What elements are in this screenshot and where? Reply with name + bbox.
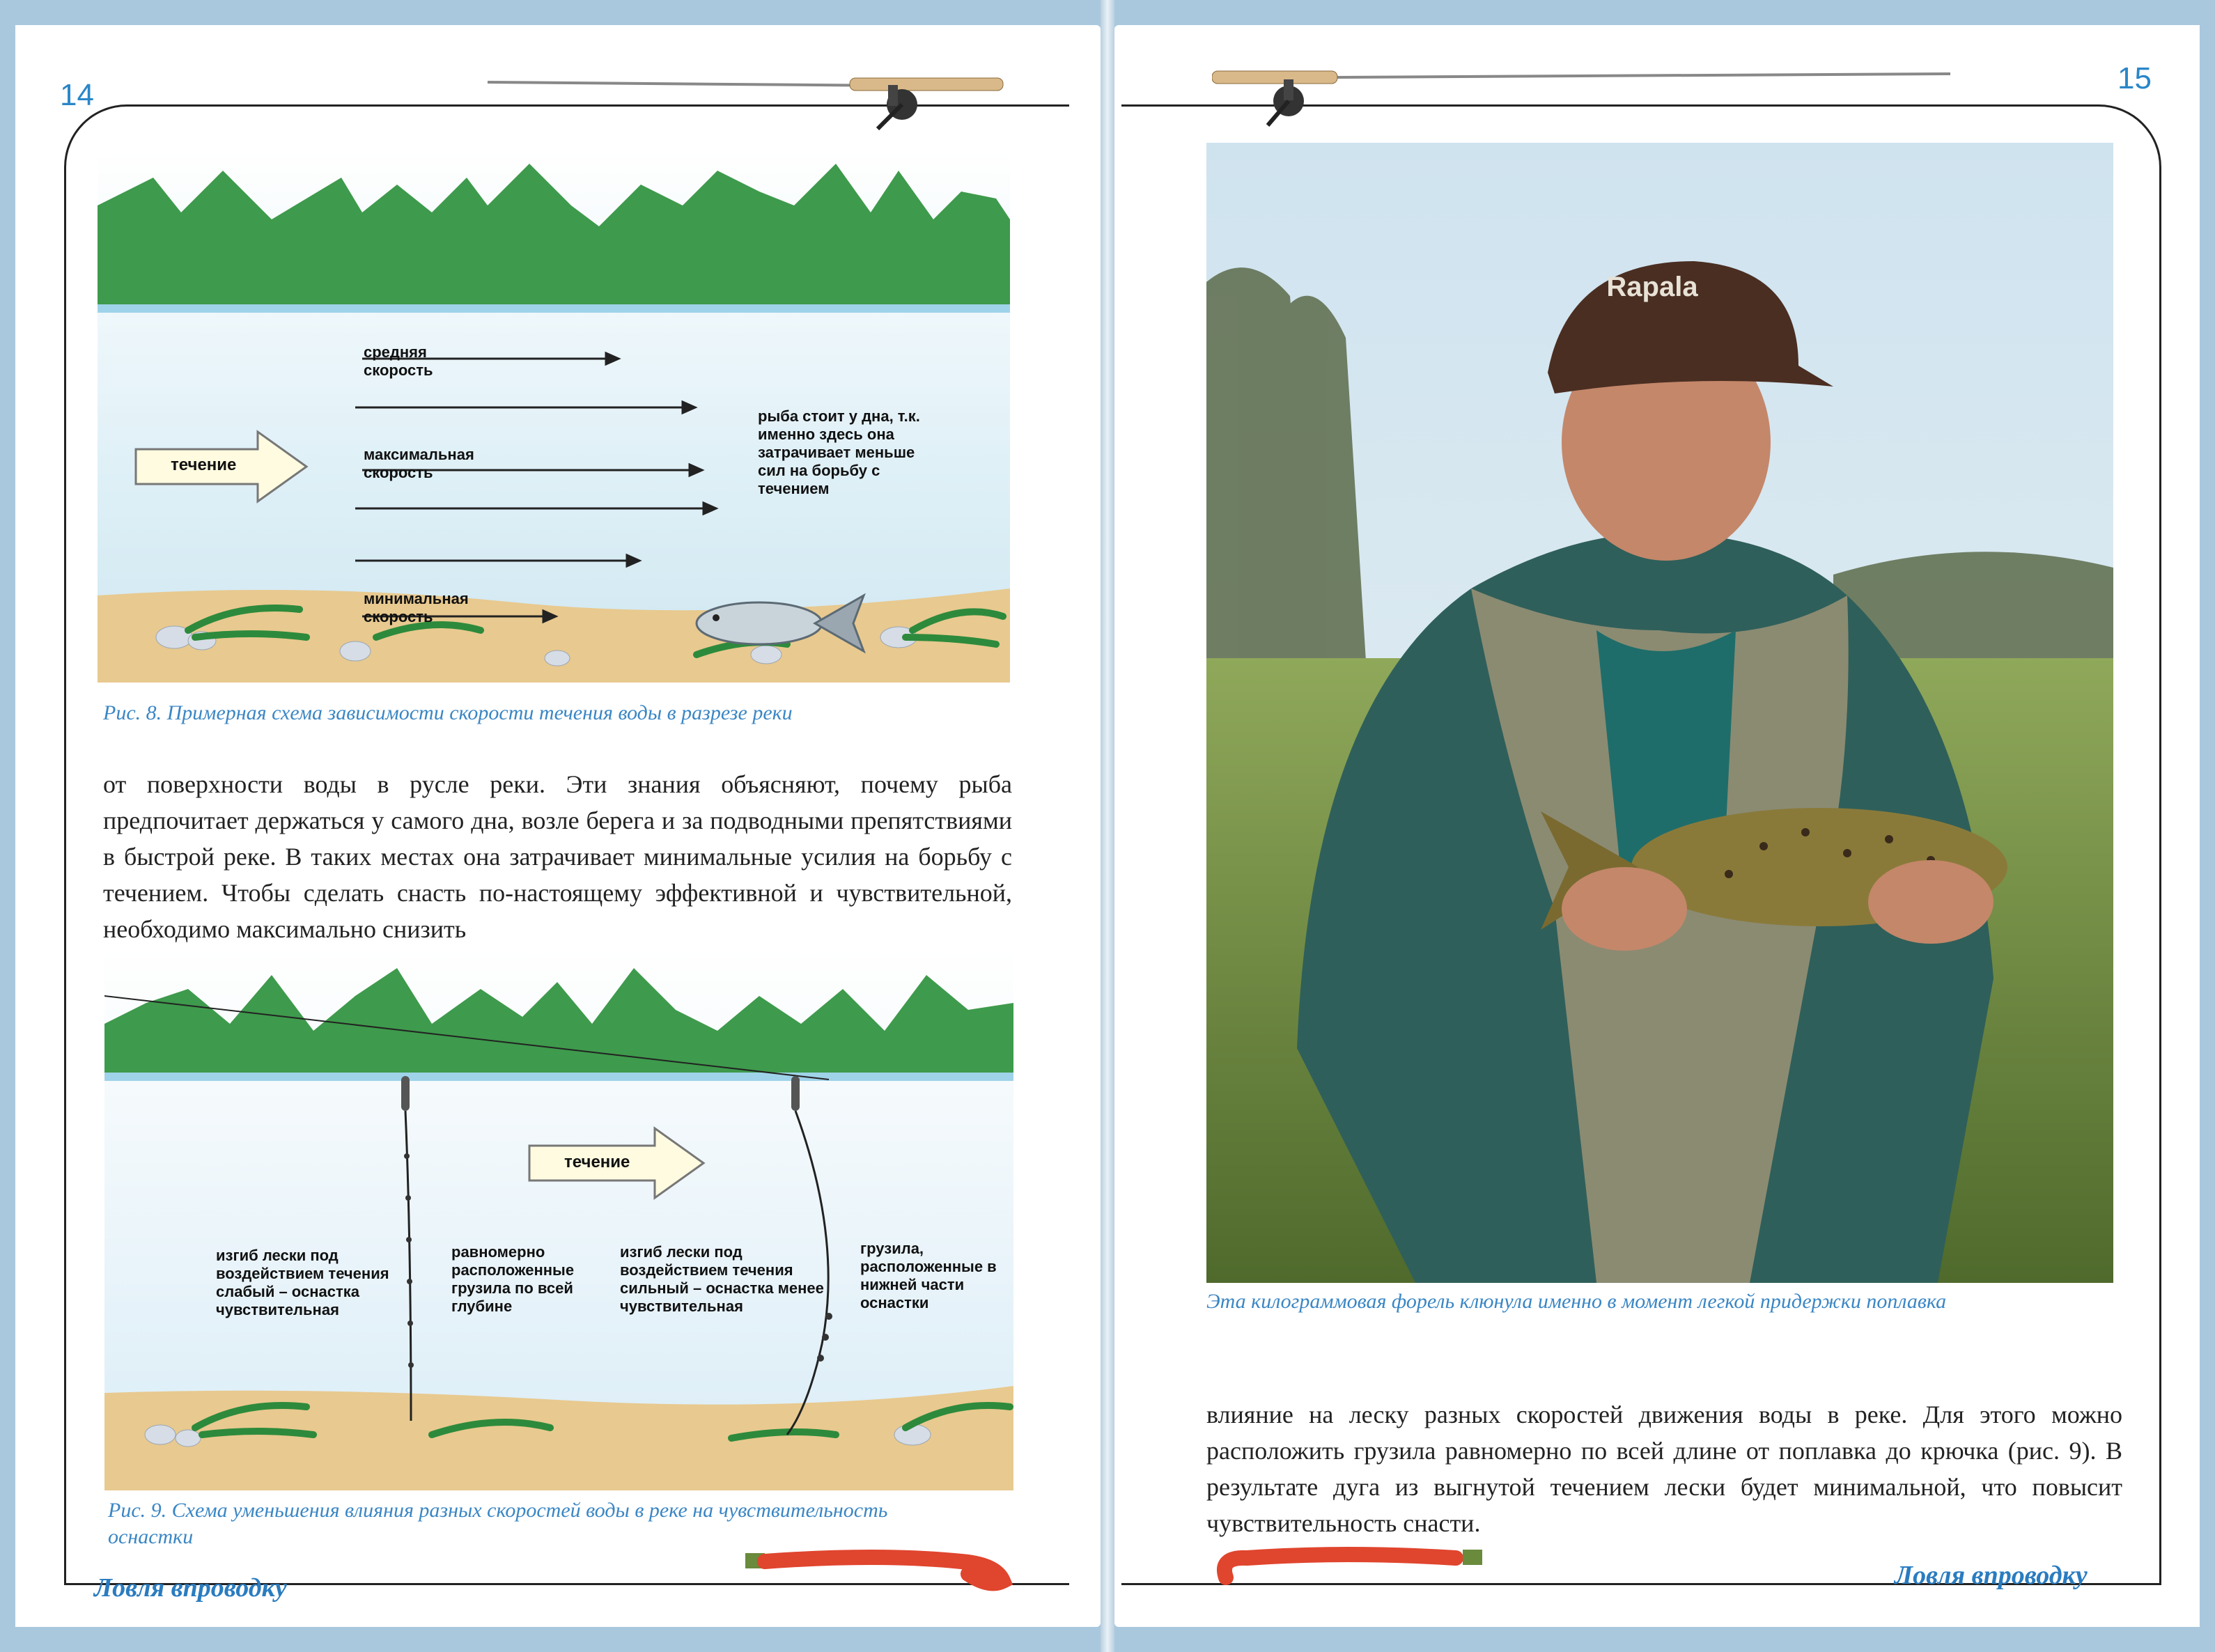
worm-lure-icon (1205, 1543, 1498, 1595)
max-speed-label: максимальная скорость (364, 446, 474, 481)
even-weights-label: равномерно расположенные грузила по всей глубине (451, 1243, 575, 1315)
bottom-weights-label: грузила, расположенные в нижней части оснастки (860, 1240, 997, 1311)
strong-bend-label: изгиб лески под воздействием течения сильный – оснастка менее чувствительная (620, 1243, 824, 1315)
figure-9-caption: Рис. 9. Схема уменьшения влияния разных скоростей воды в реке на чувствительность оснастки (108, 1499, 888, 1548)
figure-9-diagram (104, 947, 1013, 1490)
fishing-rod-icon (488, 63, 1017, 146)
fishing-rod-icon (1212, 63, 1978, 146)
angler-with-trout-photo (1206, 143, 2113, 1283)
book-gutter (1101, 0, 1114, 1652)
worm-lure-icon (738, 1546, 1017, 1595)
figure-8-diagram (98, 150, 1010, 683)
flow-label-fig9: течение (564, 1153, 630, 1171)
avg-speed-label: средняя скорость (364, 343, 433, 379)
running-footer-left: Ловля впроводку (94, 1573, 287, 1603)
min-speed-label: минимальная скорость (364, 590, 469, 625)
page-number-14: 14 (60, 78, 94, 112)
right-body-text (1206, 1396, 2122, 1541)
running-footer-right: Ловля впроводку (1895, 1561, 2088, 1590)
cap-logo: Rapala (1606, 272, 1698, 302)
flow-label: течение (171, 455, 237, 474)
figure-8-caption: Рис. 8. Примерная схема зависимости скорости течения воды в разрезе реки (103, 701, 793, 724)
page-number-15: 15 (2117, 61, 2152, 95)
left-body-text (103, 766, 1012, 947)
weak-bend-label: изгиб лески под воздействием течения слабый – оснастка чувствительная (216, 1247, 389, 1318)
fish-note-label: рыба стоит у дна, т.к. именно здесь она затрачивает меньше сил на борьбу с течением (758, 407, 920, 497)
right-paragraph: влияние на леску разных скоростей движения воды в реке. Для этого можно расположить грузила равномерно по всей длине от поплавка до крючка (рис. 9). В результате дуга из выгнутой течением лески будет минимальной, что повысит чувствительность снасти. (1206, 1401, 2122, 1537)
photo-caption: Эта килограммовая форель клюнула именно в момент легкой придержки поплавка (1206, 1290, 1947, 1313)
left-paragraph: от поверхности воды в русле реки. Эти знания объясняют, почему рыба предпочитает держаться у самого дна, возле берега и за подводными препятствиями в быстрой реке. В таких местах она затрачивает минимальные усилия на борьбу с течением. Чтобы сделать снасть по-настоящему эффективной и чувствительной, необходимо максимально снизить (103, 770, 1012, 943)
